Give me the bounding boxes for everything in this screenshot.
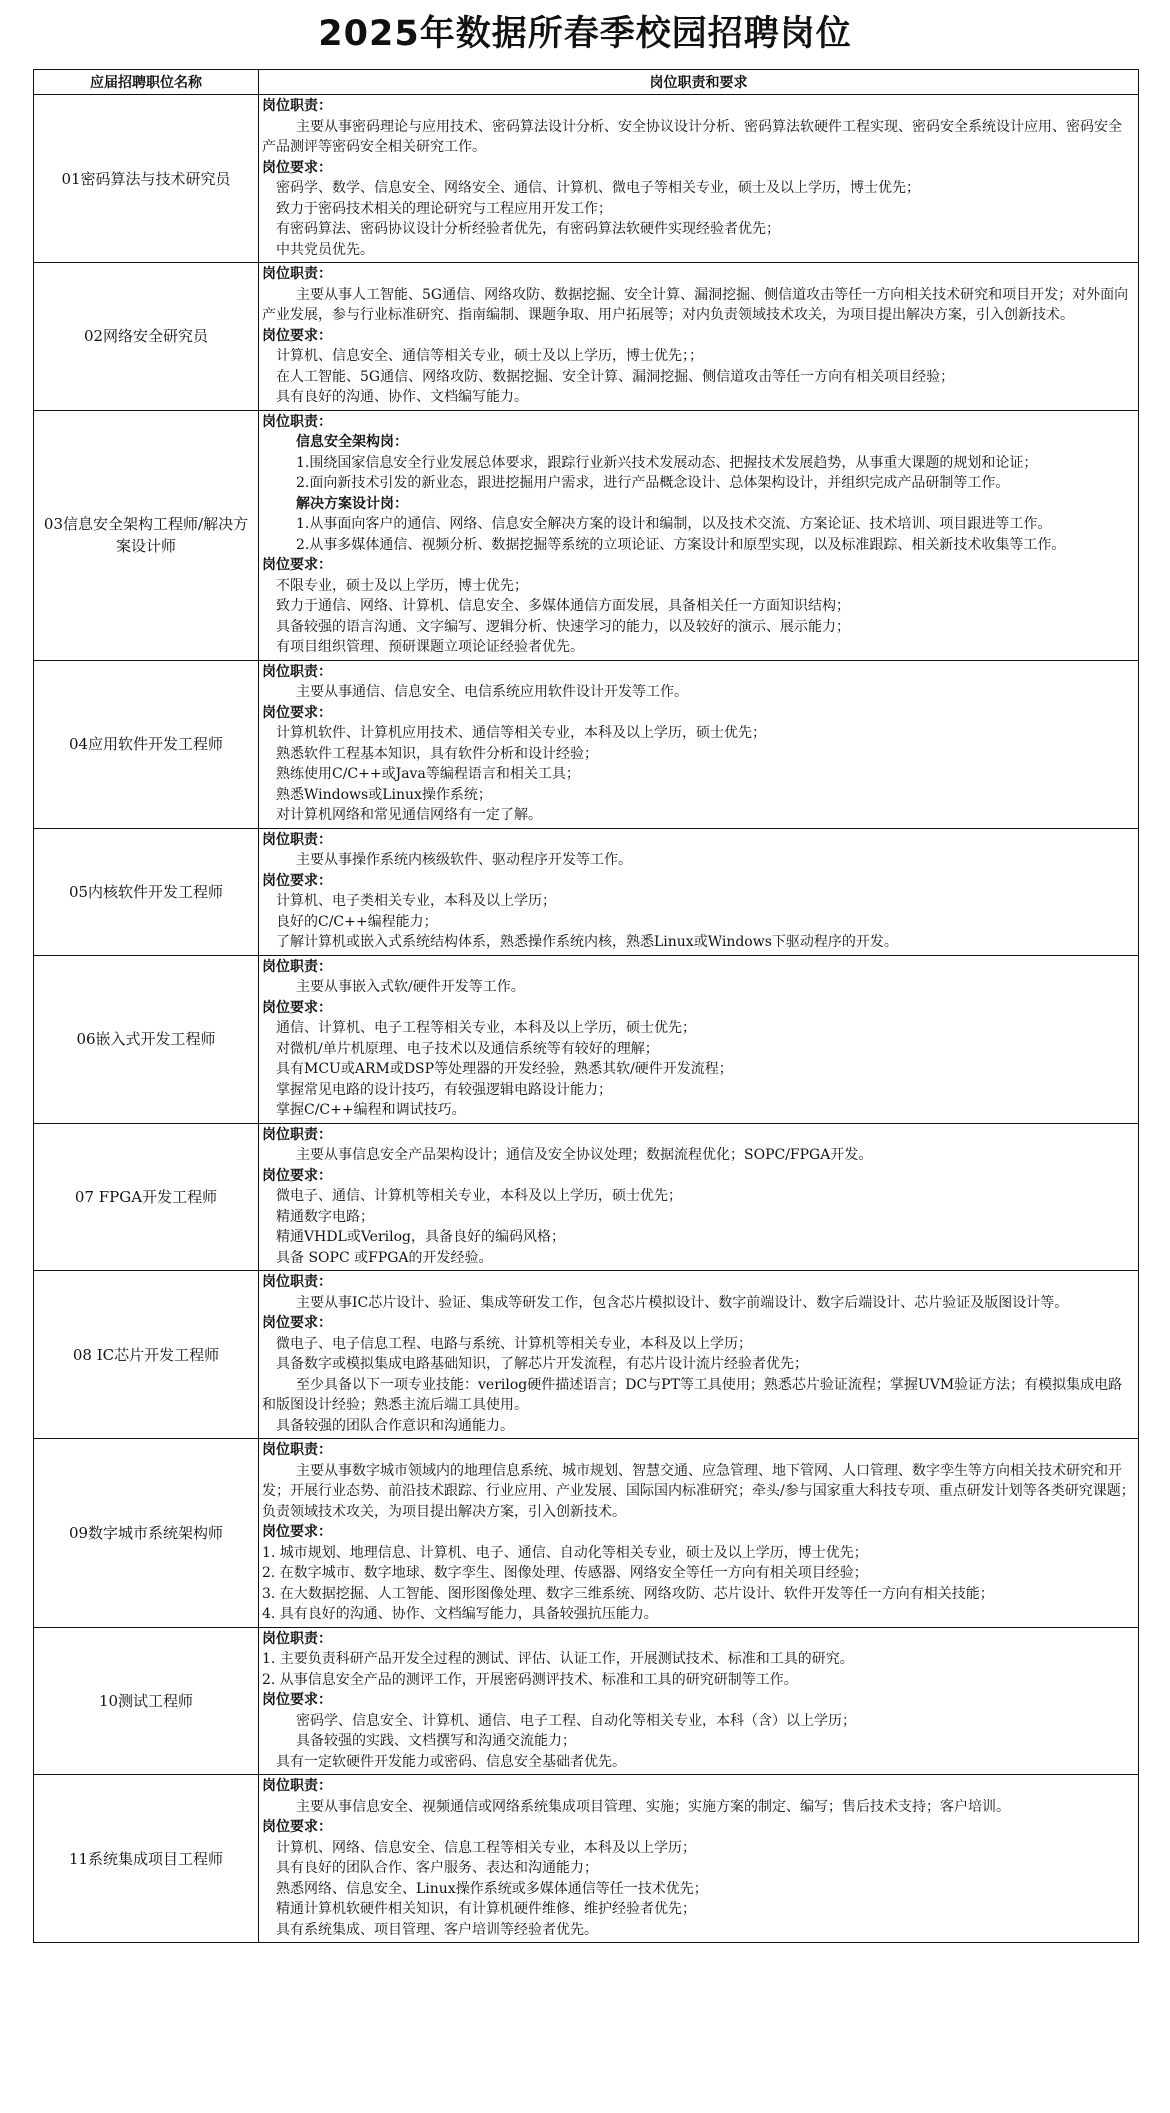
description-line: 2.面向新技术引发的新业态，跟进挖掘用户需求，进行产品概念设计、总体架构设计，并组织完成产品研制等工作。 [296, 475, 1010, 491]
description-line: 具有系统集成、项目管理、客户培训等经验者优先。 [276, 1921, 598, 1938]
position-description [259, 263, 1139, 411]
position-description [259, 1627, 1139, 1775]
column-header-position: 应届招聘职位名称 [34, 70, 259, 95]
description-line: 1. 城市规划、地理信息、计算机、电子、通信、自动化等相关专业，硕士及以上学历，博士优先； [262, 1544, 868, 1561]
section-heading: 岗位职责： [262, 413, 332, 430]
description-line: 熟练使用C/C++或Java等编程语言和相关工具； [276, 766, 580, 782]
description-line: 致力于通信、网络、计算机、信息安全、多媒体通信方面发展，具备相关任一方面知识结构； [276, 598, 850, 614]
description-line: 1.从事面向客户的通信、网络、信息安全解决方案的设计和编制，以及技术交流、方案论证、技术培训、项目跟进等工作。 [296, 516, 1052, 532]
section-heading: 岗位要求： [262, 159, 332, 176]
description-line: 具有一定软硬件开发能力或密码、信息安全基础者优先。 [276, 1753, 626, 1770]
description-line: 有项目组织管理、预研课题立项论证经验者优先。 [276, 639, 584, 655]
description-line: 具备 SOPC 或FPGA的开发经验。 [276, 1249, 493, 1266]
section-heading: 岗位要求： [262, 1524, 332, 1540]
description-line: 主要从事操作系统内核级软件、驱动程序开发等工作。 [296, 852, 632, 868]
position-name: 04应用软件开发工程师 [34, 660, 259, 828]
description-line: 主要从事通信、信息安全、电信系统应用软件设计开发等工作。 [296, 684, 688, 700]
section-heading: 岗位要求： [262, 1819, 332, 1835]
description-line: 具有良好的团队合作、客户服务、表达和沟通能力； [276, 1860, 598, 1876]
description-line: 主要从事信息安全、视频通信或网络系统集成项目管理、实施；实施方案的制定、编写；售后技术支持；客户培训。 [296, 1798, 1010, 1815]
table-row [34, 828, 1139, 955]
description-line: 熟悉软件工程基本知识，具有软件分析和设计经验； [276, 745, 598, 762]
description-line: 4. 具有良好的沟通、协作、文档编写能力，具备较强抗压能力。 [262, 1606, 658, 1622]
description-line: 计算机、电子类相关专业，本科及以上学历； [276, 893, 556, 909]
description-line: 计算机、网络、信息安全、信息工程等相关专业，本科及以上学历； [276, 1839, 696, 1856]
description-line: 具备较强的语言沟通、文字编写、逻辑分析、快速学习的能力，以及较好的演示、展示能力； [276, 618, 850, 635]
section-heading: 岗位职责： [262, 831, 332, 848]
description-line: 具备较强的团队合作意识和沟通能力。 [276, 1417, 514, 1434]
section-heading: 岗位职责： [262, 1274, 332, 1290]
position-name: 08 IC芯片开发工程师 [34, 1271, 259, 1439]
description-line: 具有MCU或ARM或DSP等处理器的开发经验，熟悉其软/硬件开发流程； [276, 1061, 733, 1077]
position-description [259, 95, 1139, 263]
description-line: 精通VHDL或Verilog，具备良好的编码风格； [276, 1229, 565, 1245]
table-row [34, 955, 1139, 1123]
section-heading: 岗位要求： [262, 999, 332, 1016]
position-description [259, 1271, 1139, 1439]
description-line: 致力于密码技术相关的理论研究与工程应用开发工作； [276, 200, 612, 217]
description-line: 2. 在数字城市、数字地球、数字孪生、图像处理、传感器、网络安全等任一方向有相关项目经验； [262, 1565, 868, 1581]
position-name: 11系统集成项目工程师 [34, 1775, 259, 1943]
description-line: 1. 主要负责科研产品开发全过程的测试、评估、认证工作，开展测试技术、标准和工具的研究。 [262, 1651, 854, 1667]
section-heading: 岗位要求： [262, 1167, 332, 1184]
description-line: 不限专业，硕士及以上学历，博士优先； [276, 577, 528, 594]
description-line: 至少具备以下一项专业技能：verilog硬件描述语言；DC与PT等工具使用；熟悉芯片验证流程；掌握UVM验证方法；有模拟集成电路和版图设计经验；熟悉主流后端工具使用。 [262, 1376, 1123, 1413]
section-heading: 岗位要求： [262, 1692, 332, 1708]
position-description [259, 1775, 1139, 1943]
description-line: 了解计算机或嵌入式系统结构体系，熟悉操作系统内核，熟悉Linux或Windows下驱动程序的开发。 [276, 934, 898, 950]
description-line: 主要从事数字城市领域内的地理信息系统、城市规划、智慧交通、应急管理、地下管网、人口管理、数字孪生等方向相关技术研究和开发；开展行业态势、前沿技术跟踪、行业应用、产业发展、国际国内标准研究；牵头/参与国家重大科技专项、重点研发计划等各类研究课题；负责领域技术攻关，为项目提出解决方案，引入创新技术。 [262, 1462, 1135, 1520]
description-line: 掌握C/C++编程和调试技巧。 [276, 1102, 466, 1118]
section-heading: 岗位职责： [262, 1442, 332, 1458]
table-row [34, 263, 1139, 411]
position-description [259, 660, 1139, 828]
table-row [34, 1271, 1139, 1439]
section-heading: 岗位要求： [262, 1315, 332, 1331]
table-header-row [34, 70, 1139, 95]
description-line: 良好的C/C++编程能力； [276, 913, 438, 930]
description-line: 熟悉Windows或Linux操作系统； [276, 786, 492, 803]
description-line: 计算机、信息安全、通信等相关专业，硕士及以上学历，博士优先；； [276, 348, 703, 364]
description-line: 2.从事多媒体通信、视频分析、数据挖掘等系统的立项论证、方案设计和原型实现，以及标准跟踪、相关新技术收集等工作。 [296, 536, 1066, 553]
section-heading: 岗位要求： [262, 872, 332, 889]
section-heading: 岗位要求： [262, 704, 332, 721]
table-row [34, 410, 1139, 660]
position-name: 03信息安全架构工程师/解决方案设计师 [34, 410, 259, 660]
column-header-duties: 岗位职责和要求 [259, 70, 1139, 95]
description-line: 主要从事IC芯片设计、验证、集成等研发工作，包含芯片模拟设计、数字前端设计、数字后端设计、芯片验证及版图设计等。 [296, 1294, 1069, 1311]
position-name: 09数字城市系统架构师 [34, 1439, 259, 1628]
description-line: 密码学、数学、信息安全、网络安全、通信、计算机、微电子等相关专业，硕士及以上学历，博士优先； [276, 180, 920, 196]
description-line: 微电子、电子信息工程、电路与系统、计算机等相关专业，本科及以上学历； [276, 1335, 752, 1352]
description-line: 主要从事嵌入式软/硬件开发等工作。 [296, 979, 525, 995]
section-heading: 岗位职责： [262, 266, 332, 282]
description-line: 具备较强的实践、文档撰写和沟通交流能力； [296, 1733, 576, 1749]
description-line: 计算机软件、计算机应用技术、通信等相关专业，本科及以上学历，硕士优先； [276, 725, 766, 741]
position-description [259, 1439, 1139, 1628]
description-line: 通信、计算机、电子工程等相关专业，本科及以上学历，硕士优先； [276, 1020, 696, 1036]
section-heading: 岗位要求： [262, 557, 332, 573]
description-line: 对微机/单片机原理、电子技术以及通信系统等有较好的理解； [276, 1040, 659, 1057]
section-heading: 岗位职责： [262, 1778, 332, 1794]
description-line: 3. 在大数据挖掘、人工智能、图形图像处理、数字三维系统、网络攻防、芯片设计、软件开发等任一方向有相关技能； [262, 1585, 994, 1602]
description-line: 2. 从事信息安全产品的测评工作，开展密码测评技术、标准和工具的研究研制等工作。 [262, 1671, 798, 1688]
table-row [34, 1123, 1139, 1271]
description-line: 1.围绕国家信息安全行业发展总体要求，跟踪行业新兴技术发展动态、把握技术发展趋势，从事重大课题的规划和论证； [296, 454, 1038, 471]
description-line: 微电子、通信、计算机等相关专业，本科及以上学历，硕士优先； [276, 1188, 682, 1204]
page-title: 2025年数据所春季校园招聘岗位 [318, 14, 852, 54]
table-row [34, 1627, 1139, 1775]
section-heading: 岗位要求： [262, 327, 332, 344]
section-heading: 岗位职责： [262, 98, 332, 114]
position-name: 02网络安全研究员 [34, 263, 259, 411]
description-line: 精通计算机软硬件相关知识，有计算机硬件维修、维护经验者优先； [276, 1901, 696, 1917]
position-name: 10测试工程师 [34, 1627, 259, 1775]
description-line: 密码学、信息安全、计算机、通信、电子工程、自动化等相关专业，本科（含）以上学历； [296, 1712, 856, 1729]
description-line: 主要从事信息安全产品架构设计；通信及安全协议处理；数据流程优化；SOPC/FPGA开发。 [296, 1147, 873, 1163]
position-description [259, 955, 1139, 1123]
table-row [34, 1439, 1139, 1628]
description-line: 精通数字电路； [276, 1208, 374, 1225]
table-row [34, 660, 1139, 828]
description-line: 主要从事人工智能、5G通信、网络攻防、数据挖掘、安全计算、漏洞挖掘、侧信道攻击等任一方向相关技术研究和项目开发；对外面向产业发展，参与行业标准研究、指南编制、课题争取、用户拓展等；对内负责领域技术攻关，为项目提出解决方案，引入创新技术。 [262, 286, 1129, 323]
description-line: 主要从事密码理论与应用技术、密码算法设计分析、安全协议设计分析、密码算法软硬件工程实现、密码安全系统设计应用、密码安全产品测评等密码安全相关研究工作。 [262, 118, 1122, 155]
position-description [259, 410, 1139, 660]
description-line: 有密码算法、密码协议设计分析经验者优先，有密码算法软硬件实现经验者优先； [276, 221, 780, 237]
position-name: 05内核软件开发工程师 [34, 828, 259, 955]
sub-heading: 信息安全架构岗： [296, 434, 408, 450]
job-table [33, 69, 1139, 1943]
section-heading: 岗位职责： [262, 663, 332, 680]
position-name: 07 FPGA开发工程师 [34, 1123, 259, 1271]
description-line: 中共党员优先。 [276, 241, 374, 258]
description-line: 掌握常见电路的设计技巧，有较强逻辑电路设计能力； [276, 1081, 612, 1098]
description-line: 在人工智能、5G通信、网络攻防、数据挖掘、安全计算、漏洞挖掘、侧信道攻击等任一方向有相关项目经验； [276, 368, 955, 385]
sub-heading: 解决方案设计岗： [296, 495, 408, 512]
table-row [34, 1775, 1139, 1943]
description-line: 具有良好的沟通、协作、文档编写能力。 [276, 389, 528, 405]
description-line: 熟悉网络、信息安全、Linux操作系统或多媒体通信等任一技术优先； [276, 1880, 708, 1897]
section-heading: 岗位职责： [262, 958, 332, 975]
position-description [259, 828, 1139, 955]
description-line: 具备数字或模拟集成电路基础知识，了解芯片开发流程，有芯片设计流片经验者优先； [276, 1356, 808, 1372]
section-heading: 岗位职责： [262, 1126, 332, 1143]
description-line: 对计算机网络和常见通信网络有一定了解。 [276, 807, 542, 823]
position-name: 01密码算法与技术研究员 [34, 95, 259, 263]
table-row [34, 95, 1139, 263]
section-heading: 岗位职责： [262, 1630, 332, 1647]
position-name: 06嵌入式开发工程师 [34, 955, 259, 1123]
position-description [259, 1123, 1139, 1271]
